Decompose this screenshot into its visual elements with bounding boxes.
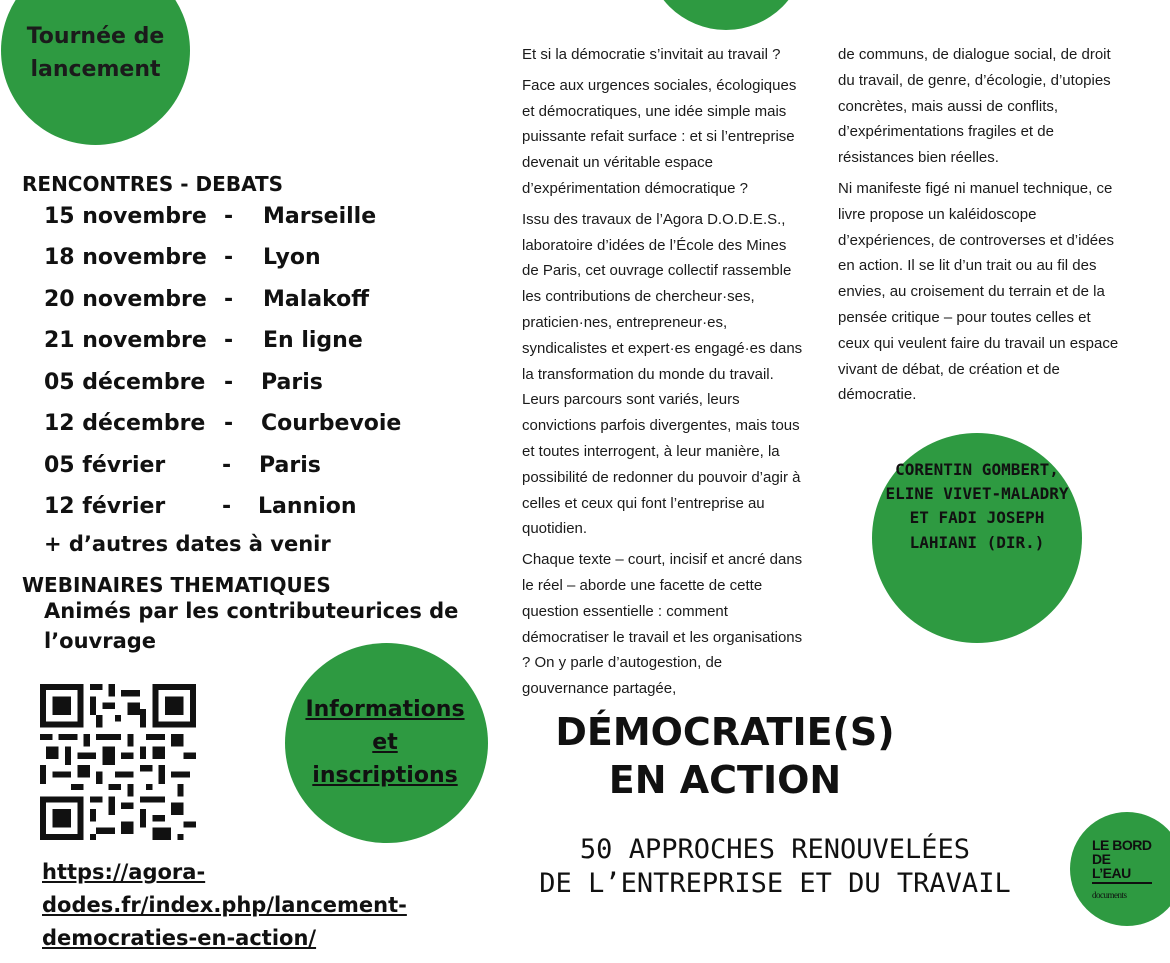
date-separator: -	[224, 287, 234, 312]
publisher-line-3: documents	[1092, 890, 1127, 900]
more-dates-note: + d’autres dates à venir	[44, 532, 331, 556]
city-label: Paris	[259, 453, 321, 478]
date-separator: -	[224, 245, 234, 270]
date-separator: -	[224, 411, 234, 436]
date-separator: -	[224, 204, 234, 229]
date-label: 12 décembre	[44, 411, 206, 436]
event-url-link[interactable]: https://agora-dodes.fr/index.php/lancement-democraties-en-action/	[42, 860, 407, 950]
publisher-line-2: DE L’EAU	[1092, 851, 1131, 881]
date-label: 15 novembre	[44, 204, 207, 229]
city-label: Lannion	[258, 494, 357, 519]
date-label: 05 décembre	[44, 370, 206, 395]
book-title	[520, 708, 930, 804]
publisher-rule	[1092, 882, 1152, 884]
paragraph: Ni manifeste figé ni manuel technique, ce livre propose un kaléidoscope d’expériences, de controverses et d’idées en action. Il se lit d’un trait ou au fil des envies, au croisement du terrain et de la pensée critique – pour toutes celles et ceux qui veulent faire du travail un espace vivant de débat, de création et de démocratie.	[838, 179, 1119, 404]
date-separator: -	[224, 370, 234, 395]
date-separator: -	[224, 328, 234, 353]
date-label: 05 février	[44, 453, 166, 478]
date-label: 12 février	[44, 494, 166, 519]
book-subtitle-line-2: DE L’ENTREPRISE ET DU TRAVAIL	[539, 868, 1011, 899]
book-title-line-2: EN ACTION	[608, 758, 842, 802]
paragraph: Issu des travaux de l’Agora D.O.D.E.S., laboratoire d’idées de l’École des Mines de Paris, cet ouvrage collectif rassemble les contributions de chercheur·ses, praticien·nes, entrepreneur·es, syndicalistes et expert·es engagé·es dans la transformation du monde du travail. Leurs parcours sont variés, leurs convictions parfois divergentes, mais tous et toutes interrogent, à leur manière, la possibilité de redonner du pouvoir d’agir à celles et ceux qui font l’entreprise au quotidien.	[522, 210, 803, 538]
book-title-line-1: DÉMOCRATIE(S)	[555, 710, 895, 754]
paragraph: Chaque texte – court, incisif et ancré dans le réel – aborde une facette de cette question essentielle : comment démocratiser le travail et les organisations ? On y parle d’autogestion, de gouvernance partagée,	[522, 551, 803, 698]
book-subtitle-line-1: 50 APPROCHES RENOUVELÉES	[579, 834, 971, 865]
city-label: Paris	[261, 370, 323, 395]
city-label: Malakoff	[263, 287, 370, 312]
webinars-heading: WEBINAIRES THEMATIQUES	[22, 573, 331, 597]
date-label: 20 novembre	[44, 287, 207, 312]
paragraph: de communs, de dialogue social, de droit du travail, de genre, d’écologie, d’utopies concrètes, mais aussi de conflits, d’expérimentations fragiles et de résistances bien réelles.	[838, 46, 1111, 167]
city-label: Courbevoie	[261, 411, 402, 436]
date-separator: -	[222, 453, 232, 478]
description-column-2	[838, 42, 1123, 413]
city-label: Lyon	[263, 245, 321, 270]
top-decor-circle	[646, 0, 806, 30]
book-subtitle	[510, 833, 1040, 901]
description-column-1	[522, 42, 804, 707]
publisher-logo	[1092, 838, 1152, 902]
qr-code-icon[interactable]	[40, 684, 196, 840]
city-label: Marseille	[263, 204, 377, 229]
paragraph: Et si la démocratie s’invitait au travail ?	[522, 46, 781, 63]
authors: CORENTIN GOMBERT, ELINE VIVET-MALADRY ET FADI JOSEPH LAHIANI (DIR.)	[885, 460, 1069, 552]
date-label: 21 novembre	[44, 328, 207, 353]
tour-title: Tournée de lancement	[26, 24, 165, 82]
info-registration-link[interactable]: Informations et inscriptions	[305, 697, 465, 788]
publisher-line-1: LE BORD	[1092, 837, 1152, 853]
date-label: 18 novembre	[44, 245, 207, 270]
date-separator: -	[222, 494, 232, 519]
paragraph: Face aux urgences sociales, écologiques et démocratiques, une idée simple mais puissante refait surface : et si l’entreprise devenait un véritable espace d’expérimentation démocratique ?	[522, 76, 797, 197]
meetings-heading: RENCONTRES - DEBATS	[22, 172, 284, 196]
city-label: En ligne	[263, 328, 363, 353]
webinars-subtitle: Animés par les contributeurices de l’ouvrage	[44, 599, 459, 653]
